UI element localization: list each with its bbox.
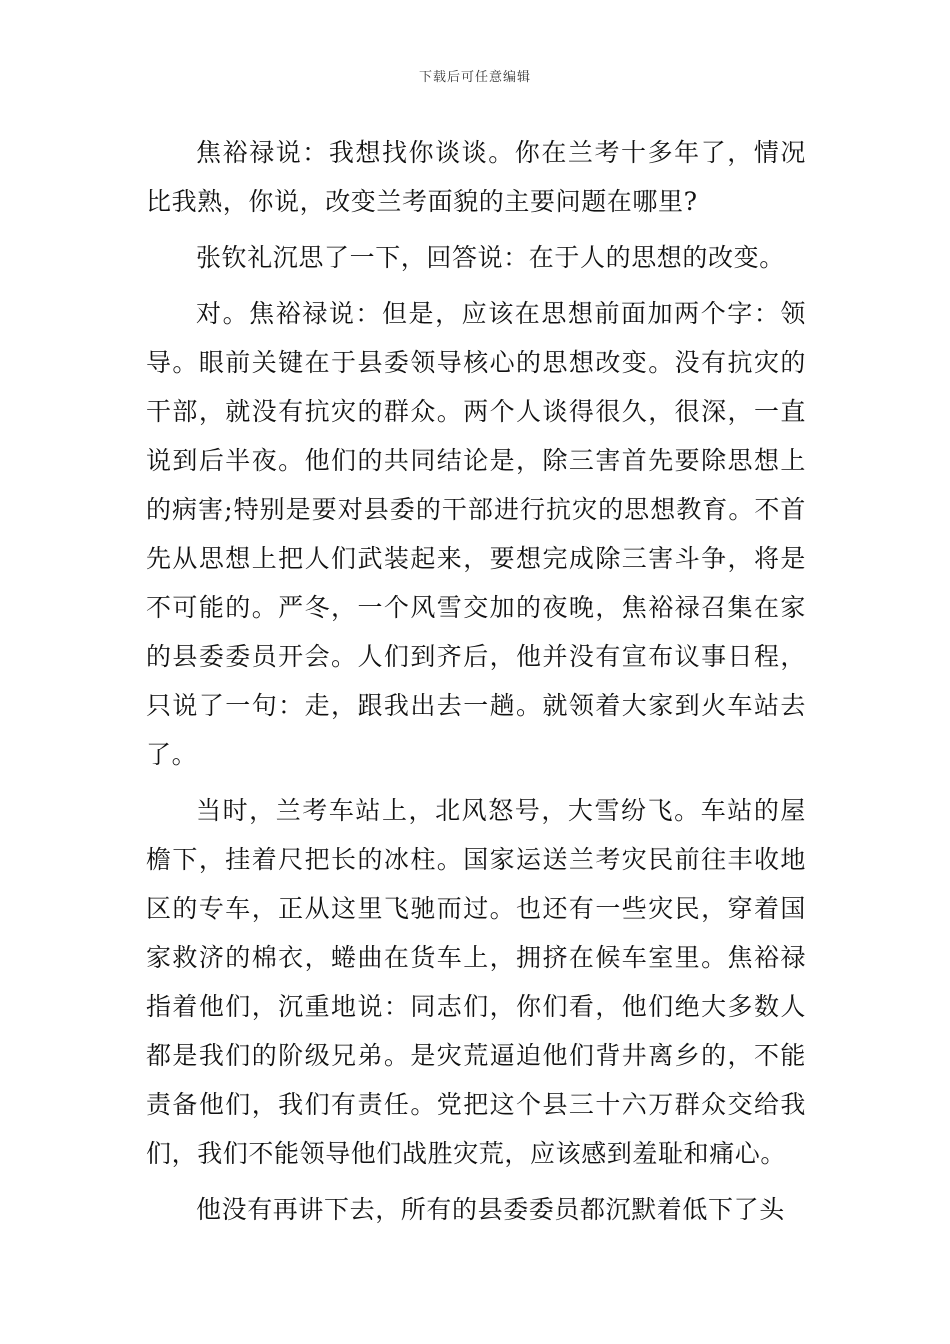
paragraph: 他没有再讲下去，所有的县委委员都沉默着低下了头 <box>196 1195 785 1224</box>
paragraph: 当时，兰考车站上，北风怒号，大雪纷飞。车站的屋檐下，挂着尺把长的冰柱。国家运送兰考灾民前往丰收地区的专车，正从这里飞驰而过。也还有一些灾民，穿着国家救济的棉衣，蜷曲在货车上，拥挤在候车室里。焦裕禄指着他们，沉重地说：同志们，你们看，他们绝大多数人都是我们的阶级兄弟。是灾荒逼迫他们背井离乡的，不能责备他们，我们有责任。党把这个县三十六万群众交给我们，我们不能领导他们战胜灾荒，应该感到羞耻和痛心。 <box>146 796 806 1168</box>
paragraph: 焦裕禄说：我想找你谈谈。你在兰考十多年了，情况比我熟，你说，改变兰考面貌的主要问题在哪里? <box>146 138 806 216</box>
page-header: 下载后可任意编辑 <box>418 70 531 85</box>
paragraph: 张钦礼沉思了一下，回答说：在于人的思想的改变。 <box>196 243 785 272</box>
paragraph: 对。焦裕禄说：但是，应该在思想前面加两个字：领导。眼前关键在于县委领导核心的思想改变。没有抗灾的干部，就没有抗灾的群众。两个人谈得很久，很深，一直说到后半夜。他们的共同结论是，除三害首先要除思想上的病害;特别是要对县委的干部进行抗灾的思想教育。不首先从思想上把人们武装起来，要想完成除三害斗争，将是不可能的。严冬，一个风雪交加的夜晚，焦裕禄召集在家的县委委员开会。人们到齐后，他并没有宣布议事日程，只说了一句：走，跟我出去一趟。就领着大家到火车站去了。 <box>146 299 806 769</box>
document-body <box>146 128 806 1241</box>
